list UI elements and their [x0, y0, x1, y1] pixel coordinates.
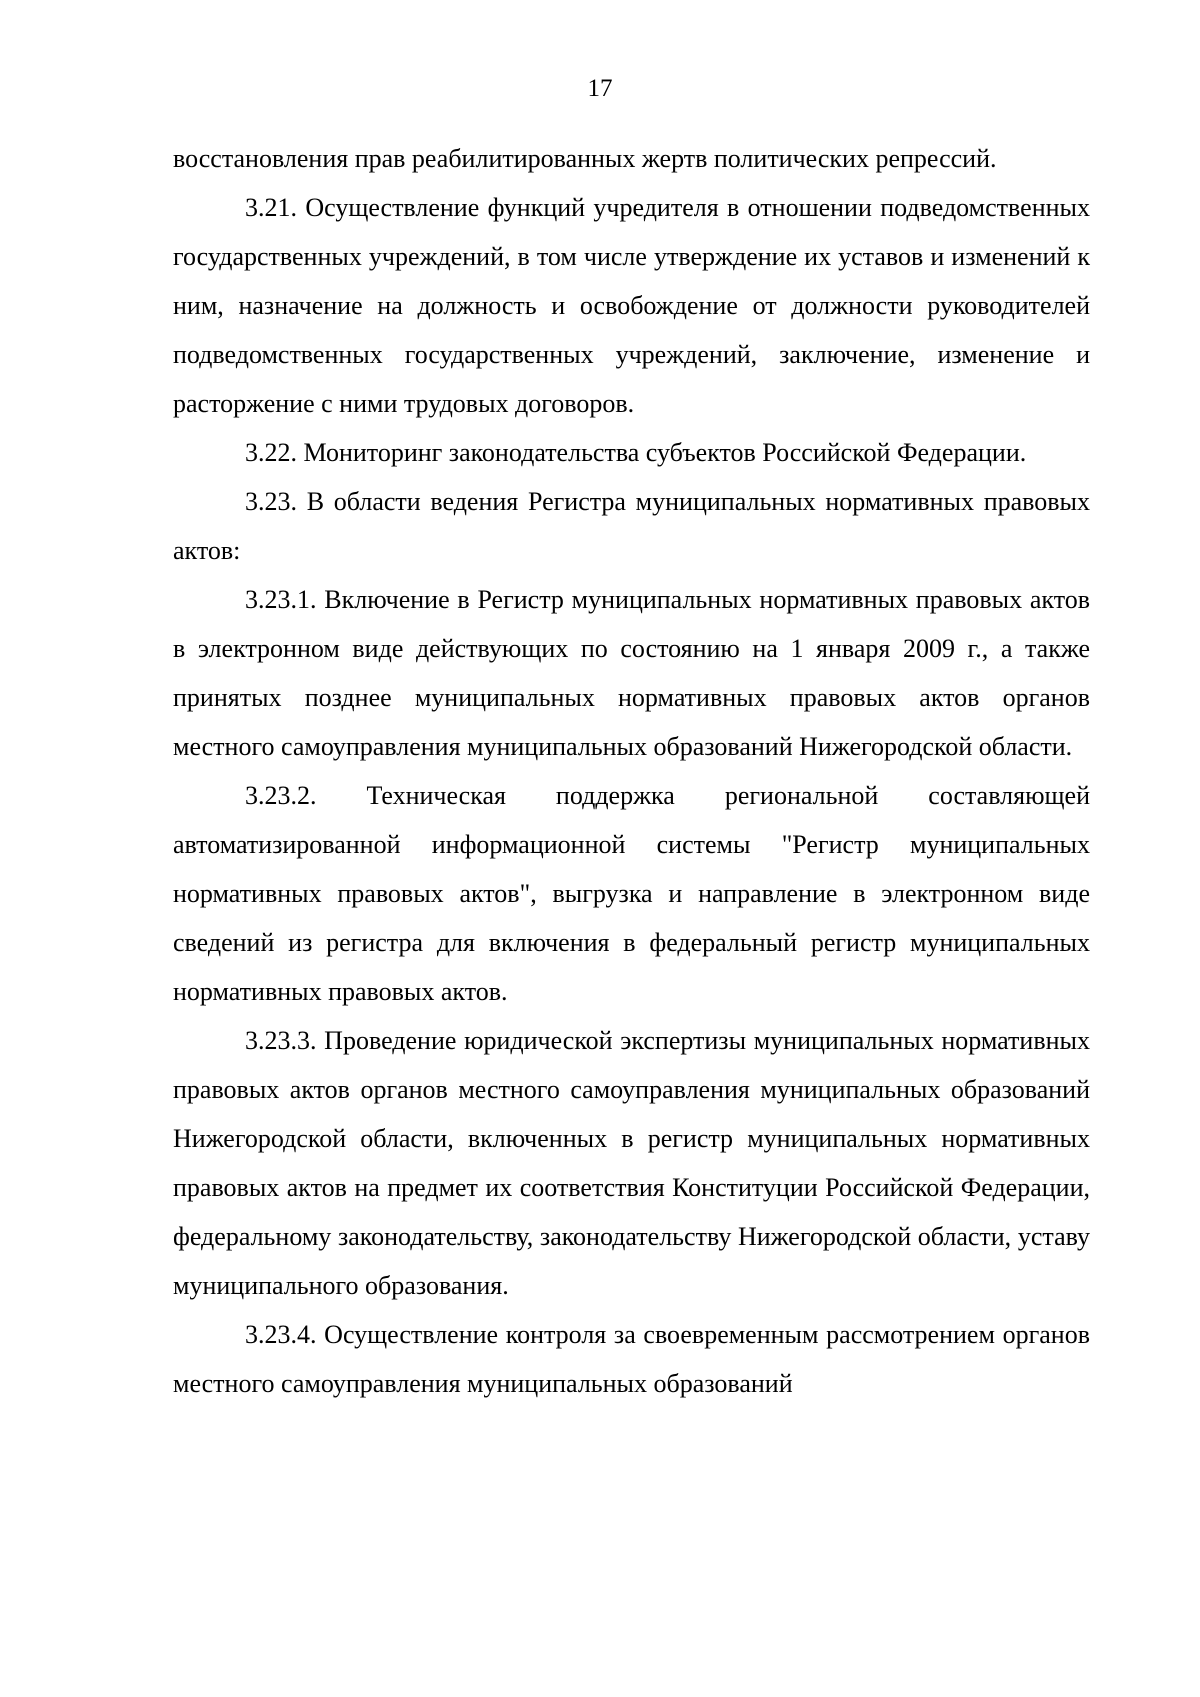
paragraph-3-21: 3.21. Осуществление функций учредителя в отношении подведомственных государственных учреждений, в том числе утверждение их уставов и изменений к ним, назначение на должность и освобождение от должности руководителей подведомственных государственных учреждений, заключение, изменение и расторжение с ними трудовых договоров. — [173, 193, 1090, 418]
paragraph-3-22: 3.22. Мониторинг законодательства субъектов Российской Федерации. — [245, 438, 1027, 467]
paragraph-continuation: восстановления прав реабилитированных жертв политических репрессий. — [173, 144, 997, 173]
paragraph-3-23-2: 3.23.2. Техническая поддержка региональной составляющей автоматизированной информационной системы "Регистр муниципальных нормативных правовых актов", выгрузка и направление в электронном виде сведений из регистра для включения в федеральный регистр муниципальных нормативных правовых актов. — [173, 781, 1090, 1006]
paragraph-3-23: 3.23. В области ведения Регистра муниципальных нормативных правовых актов: — [173, 487, 1090, 565]
page-number: 17 — [587, 75, 613, 102]
paragraph-3-23-4: 3.23.4. Осуществление контроля за своевременным рассмотрением органов местного самоуправления муниципальных образований — [173, 1320, 1090, 1398]
paragraph-3-23-1: 3.23.1. Включение в Регистр муниципальных нормативных правовых актов в электронном виде действующих по состоянию на 1 января 2009 г., а также принятых позднее муниципальных нормативных правовых актов органов местного самоуправления муниципальных образований Нижегородской области. — [173, 585, 1090, 761]
document-body — [173, 134, 1090, 1408]
paragraph-3-23-3: 3.23.3. Проведение юридической экспертизы муниципальных нормативных правовых актов органов местного самоуправления муниципальных образований Нижегородской области, включенных в регистр муниципальных нормативных правовых актов на предмет их соответствия Конституции Российской Федерации, федеральному законодательству, законодательству Нижегородской области, уставу муниципального образования. — [173, 1026, 1090, 1300]
